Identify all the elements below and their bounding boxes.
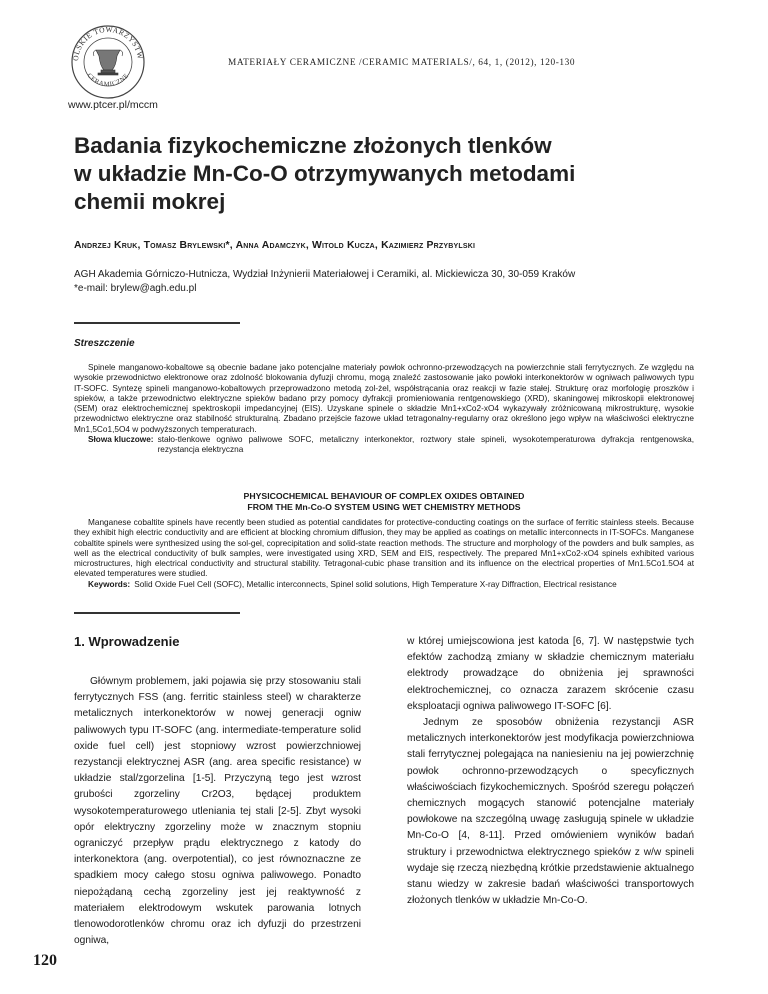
society-logo: [64, 20, 152, 100]
page-number: 120: [33, 952, 57, 969]
section-heading: 1. Wprowadzenie: [74, 634, 180, 649]
keywords-en-label: Keywords:: [88, 579, 131, 589]
journal-url[interactable]: www.ptcer.pl/mccm: [68, 99, 158, 111]
body-column-right: [407, 634, 694, 909]
body-column-left: [74, 626, 361, 949]
divider: [74, 612, 240, 614]
english-title: [74, 491, 694, 513]
keywords-pl-text: stało-tlenkowe ogniwo paliwowe SOFC, metaliczny interkonektor, roztwory stałe spineli, wysokotemperaturowa dyfrakcja rentgenowska, rezystancja elektryczna: [157, 435, 694, 455]
title-line-1: Badania fizykochemiczne złożonych tlenków: [74, 133, 552, 158]
keywords-en-text: Solid Oxide Fuel Cell (SOFC), Metallic interconnects, Spinel solid solutions, High Temperature X-ray Diffraction, Electrical resistance: [134, 579, 617, 589]
abstract-en: [74, 518, 694, 590]
title-line-3: chemii mokrej: [74, 189, 226, 214]
abstract-en-text: Manganese cobaltite spinels have recently been studied as potential candidates for protective-conducting coatings on the surface of ferritic stainless steels. Because they exhibit high electric conductivity and are efficient at blocking chromium diffusion, they may be applied as coatings on metallic interconnects in IT-SOFCs. Manganese cobaltite spinels were synthesized using the sol-gel, coprecipitation and solid-state reaction methods. The structure and morphology of the powders and bulk samples, as well as the electrical conductivity of bulk samples, were investigated using XRD, SEM and EIS, respectively. The prepared Mn1+xCo2-xO4 spinels exhibited various microstructures, high electrical conductivity and structural stability. Tetragonal-cubic phase transition and its influence on the electrical properties of Mn1.5Co1.5O4 at elevated temperatures were studied.: [74, 518, 694, 579]
english-title-line-2: FROM THE Mn-Co-O SYSTEM USING WET CHEMISTRY METHODS: [247, 502, 521, 512]
keywords-pl-label: Słowa kluczowe:: [88, 435, 154, 445]
vase-icon: [93, 50, 122, 75]
title-line-2: w układzie Mn-Co-O otrzymywanych metodami: [74, 161, 576, 186]
logo-top-text: OLSKIE TOWARZYSTW: [70, 24, 146, 62]
abstract-pl: [74, 363, 694, 456]
abstract-pl-text: Spinele manganowo-kobaltowe są obecnie badane jako potencjalne materiały powłok ochronno-przewodzących na powierzchnie stali ferrytycznych. Ze względu na wysokie przewodnictwo elektronowe oraz zdolność blokowania dyfuzji chromu, mogą znaleźć zastosowanie jako powłoki interkonektorów w ogniwach paliwowych typu IT-SOFC. Syntezę spineli manganowo-kobaltowych przeprowadzono metodą zol-żel, współstrącania oraz reakcji w fazie stałej. Strukturę oraz morfologię proszków i spieków, a także przewodnictwo elektryczne spieków badano przy pomocy dyfrakcji promieniowania rentgenowskiego (XRD), skaningowej mikroskopii elektronowej (SEM) oraz elektrochemicznej spektroskopii impedancyjnej (EIS). Uzyskane spinele o składzie Mn1+xCo2-xO4 wykazywały zróżnicowaną mikrostrukturę, wysokie przewodnictwo elektryczne oraz stabilność strukturalną. Zbadano przejście fazowe układ tetragonalny-regularny oraz określono jego wpływ na właściwości elektryczne Mn1,5Co1,5O4 w podwyższonych temperaturach.: [74, 363, 694, 434]
affiliation-address: AGH Akademia Górniczo-Hutnicza, Wydział Inżynierii Materiałowej i Ceramiki, al. Mickiewicza 30, 30-059 Kraków: [74, 269, 576, 280]
paper-title: [74, 132, 714, 216]
corresponding-email[interactable]: *e-mail: brylew@agh.edu.pl: [74, 283, 197, 294]
keywords-en: [74, 580, 694, 590]
authors: Andrzej Kruk, Tomasz Brylewski*, Anna Adamczyk, Witold Kucza, Kazimierz Przybylski: [74, 240, 476, 251]
affiliation: [74, 268, 575, 296]
english-title-line-1: PHYSICOCHEMICAL BEHAVIOUR OF COMPLEX OXIDES OBTAINED: [243, 491, 525, 501]
journal-citation: MATERIAŁY CERAMICZNE /CERAMIC MATERIALS/, 64, 1, (2012), 120-130: [228, 58, 576, 68]
logo-bottom-text: CERAMICZNE: [85, 72, 131, 89]
body-paragraph: w której umiejscowiona jest katoda [6, 7]. W następstwie tych efektów zachodzą zmiany w składzie chemicznym materiału elektrody prowadzące do obniżenia jej sprawności elektrochemicznej, co oznacza zarazem skrócenie czasu eksploatacji ogniwa paliwowego IT-SOFC [6].: [407, 636, 694, 712]
keywords-pl: [74, 435, 694, 456]
abstract-heading: Streszczenie: [74, 338, 135, 349]
body-paragraph: Głównym problemem, jaki pojawia się przy stosowaniu stali ferrytycznych FSS (ang. ferritic stainless steel) w charakterze metalicznych interkonektorów w nowej generacji ogniw paliwowych typu IT-SOFC (ang. intermediate-temperature solid oxide fuel cell) jest stopniowy wzrost powierzchniowej rezystancji elektrycznej ASR (ang. area specific resistance) w układzie stal/zgorzelina [1-5]. Przyczyną tego jest wzrost grubości zgorzeliny Cr2O3, będącej produktem wysokotemperaturowego utleniania tej stali [2-5]. Zbyt wysoki opór elektryczny zgorzeliny może w znacznym stopniu ograniczyć przepływ prądu elektrycznego z katody do interkonektora (ang. overpotential), co jest równoznaczne ze spadkiem mocy całego stosu ogniwa paliwowego. Ponadto niepożądaną cechą zgorzeliny jest jej reaktywność z materiałem elektrodowym wskutek parowania lotnych tlenowodorotlenków chromu oraz ich dyfuzji do przestrzeni ogniwa,: [74, 676, 361, 947]
body-paragraph: Jednym ze sposobów obniżenia rezystancji ASR metalicznych interkonektorów jest modyfikacja powierzchniowa stali ferrytycznej polegająca na naniesieniu na jej powierzchnię powłok ochronno-przewodzących o specyficznych właściwościach fizykochemicznych. Spośród szeregu połączeń chemicznych mogących stanowić potencjalne materiały powłokowe na szczególną uwagę zasługują spinele w układzie Mn-Co-O [4, 8-11]. Przed omówieniem wyników badań struktury i przewodnictwa elektrycznego spieków z w/w spineli wydaje się rzeczą niezbędną krótkie przedstawienie aktualnego stanu wiedzy w zakresie badań właściwości transportowych złożonych tlenków w układzie Mn-Co-O.: [407, 717, 694, 907]
divider: [74, 322, 240, 324]
